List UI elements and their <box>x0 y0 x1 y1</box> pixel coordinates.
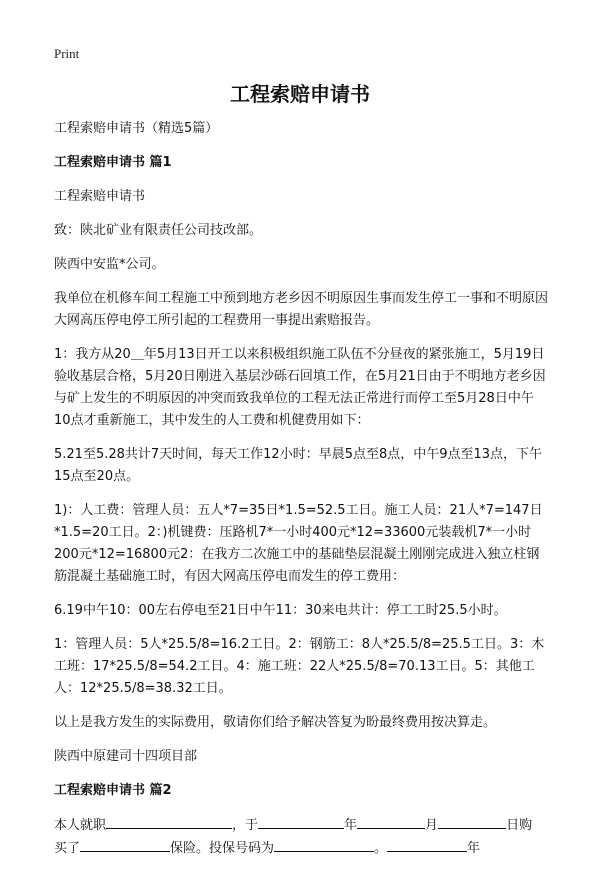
form-text: 本人就职 <box>54 818 107 833</box>
paragraph: 6.19中午10：00左右停电至21日中午11：30来电共计：停工工时25.5小时。 <box>54 603 507 618</box>
blank-month <box>357 814 425 829</box>
paragraph: 陕西中安监*公司。 <box>54 257 165 272</box>
print-link[interactable]: Print <box>54 46 80 61</box>
document-subtitle: 工程索赔申请书（精选5篇） <box>54 121 219 136</box>
paragraph: 致：陕北矿业有限责任公司技改部。 <box>54 223 263 238</box>
paragraph: 1：我方从20＿年5月13日开工以来积极组织施工队伍不分昼夜的紧张施工，5月19日验收基层合格，5月20日刚进入基层沙砾石回填工作，在5月21日由于不明地方老乡因与矿上发生的不明原因的冲突而致我单位的工程无法正常进行而停工至5月28日中午10点才重新施工，其中发生的人工费和机健费用如下： <box>54 347 546 428</box>
paragraph: 1：管理人员：5人*25.5/8=16.2工日。2：钢筋工：8人*25.5/8=25.5工日。3：木工班：17*25.5/8=54.2工日。4：施工班：22人*25.5/8=70.13工日。5：其他工人：12*25.5/8=38.32工日。 <box>54 637 545 696</box>
form-text: 年 <box>467 841 481 856</box>
form-text: 日购 <box>506 818 533 833</box>
blank-year <box>258 814 344 829</box>
form-text: 。 <box>374 841 388 856</box>
paragraph: 我单位在机修车间工程施工中预到地方老乡因不明原因生事而发生停工一事和不明原因大网高压停电停工所引起的工程费用一事提出索赔报告。 <box>54 291 549 328</box>
form-text: 年 <box>344 818 358 833</box>
document-body <box>54 118 550 872</box>
blank-day <box>438 814 506 829</box>
paragraph: 以上是我方发生的实际费用，敬请你们给予解决答复为盼最终费用按决算走。 <box>54 715 497 730</box>
paragraph: 工程索赔申请书 <box>54 189 146 204</box>
signature-line: 陕西中原建司十四项目部 <box>54 749 198 764</box>
blank-employer <box>106 814 232 829</box>
form-text: ，于 <box>232 818 259 833</box>
paragraph: 5.21至5.28共计7天时间，每天工作12小时：早晨5点至8点，中午9点至13点，下午15点至20点。 <box>54 447 543 484</box>
blank-year-2 <box>387 837 467 852</box>
form-text: 保险。投保号码为 <box>170 841 275 856</box>
form-text: 买了 <box>54 841 81 856</box>
section-heading-1: 工程索赔申请书 篇1 <box>54 155 172 170</box>
form-paragraph <box>54 814 550 860</box>
blank-policy-number <box>274 837 374 852</box>
document-title: 工程索赔申请书 <box>230 82 370 106</box>
form-text: 月 <box>425 818 439 833</box>
section-heading-2: 工程索赔申请书 篇2 <box>54 783 172 798</box>
blank-insurance <box>80 837 170 852</box>
paragraph: 1)：人工费：管理人员：五人*7=35日*1.5=52.5工日。施工人员：21人*7=147日*1.5=20工日。2：)机键费：压路机7*一小时400元*12=33600元装载机7*一小时200元*12=16800元2：在我方二次施工中的基础垫层混凝土刚刚完成进入独立柱钢筋混凝土基础施工时，有因大网高压停电而发生的停工费用： <box>54 503 543 584</box>
